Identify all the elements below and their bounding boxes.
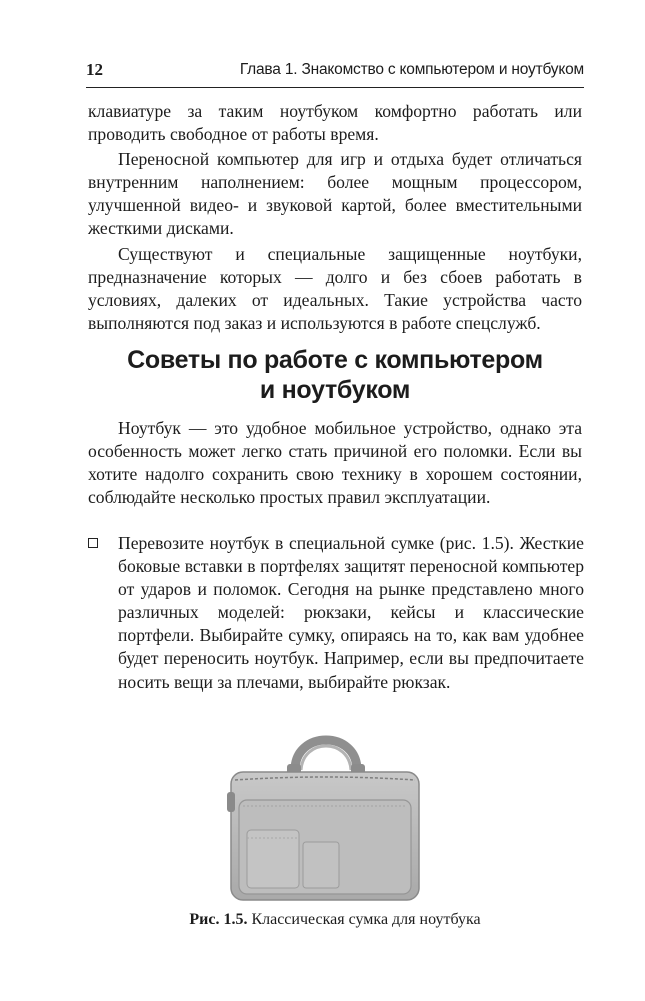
top-text-block xyxy=(88,100,582,335)
paragraph: Ноутбук — это удобное мобильное устройство, однако эта особенность может легко стать причиной его поломки. Если вы хотите надолго сохранить свою технику в хорошем состоянии, соблюдайте несколько простых правил эксплуатации. xyxy=(88,418,582,508)
bag-small-pocket xyxy=(247,830,299,888)
chapter-title: Глава 1. Знакомство с компьютером и ноутбуком xyxy=(239,61,584,78)
bag-pen-pocket xyxy=(303,842,339,888)
figure-caption xyxy=(88,909,582,931)
checkbox-bullet-icon xyxy=(88,538,98,548)
section-heading-line: и ноутбуком xyxy=(259,376,411,404)
section-heading xyxy=(88,345,582,405)
figure-laptop-bag xyxy=(225,722,425,902)
header-rule xyxy=(86,87,584,88)
paragraph: Переносной компьютер для игр и отдыха будет отличаться внутренним наполнением: более мощным процессором, улучшенной видео- и звуковой картой, более вместительными жесткими дисками. xyxy=(88,149,582,239)
laptop-bag-image xyxy=(225,722,425,902)
paragraph: Существуют и специальные защищенные ноутбуки, предназначение которых — долго и без сбоев работать в условиях, далеких от идеальных. Такие устройства часто выполняются под заказ и используются в работе спецслужб. xyxy=(88,243,582,333)
section-intro xyxy=(88,417,582,509)
running-head xyxy=(86,60,584,82)
page-number: 12 xyxy=(86,60,103,79)
paragraph: клавиатуре за таким ноутбуком комфортно работать или проводить свободное от работы время. xyxy=(88,101,582,145)
caption-text: Классическая сумка для ноутбука xyxy=(251,911,481,928)
section-heading-line: Советы по работе с компьютером xyxy=(127,346,543,374)
list-item-text: Перевозите ноутбук в специальной сумке (рис. 1.5). Жесткие боковые вставки в портфелях защитят переносной компьютер от ударов и поломок. Сегодня на рынке представлено много различных моделей: рюкзаки, кейсы и классические портфели. Выбирайте сумку, опираясь на то, как вам удобнее будет переносить ноутбук. Например, если вы предпочитаете носить вещи за плечами, выбирайте рюкзак. xyxy=(118,533,584,692)
zipper-pull xyxy=(227,792,235,812)
caption-label: Рис. 1.5. xyxy=(189,911,248,928)
